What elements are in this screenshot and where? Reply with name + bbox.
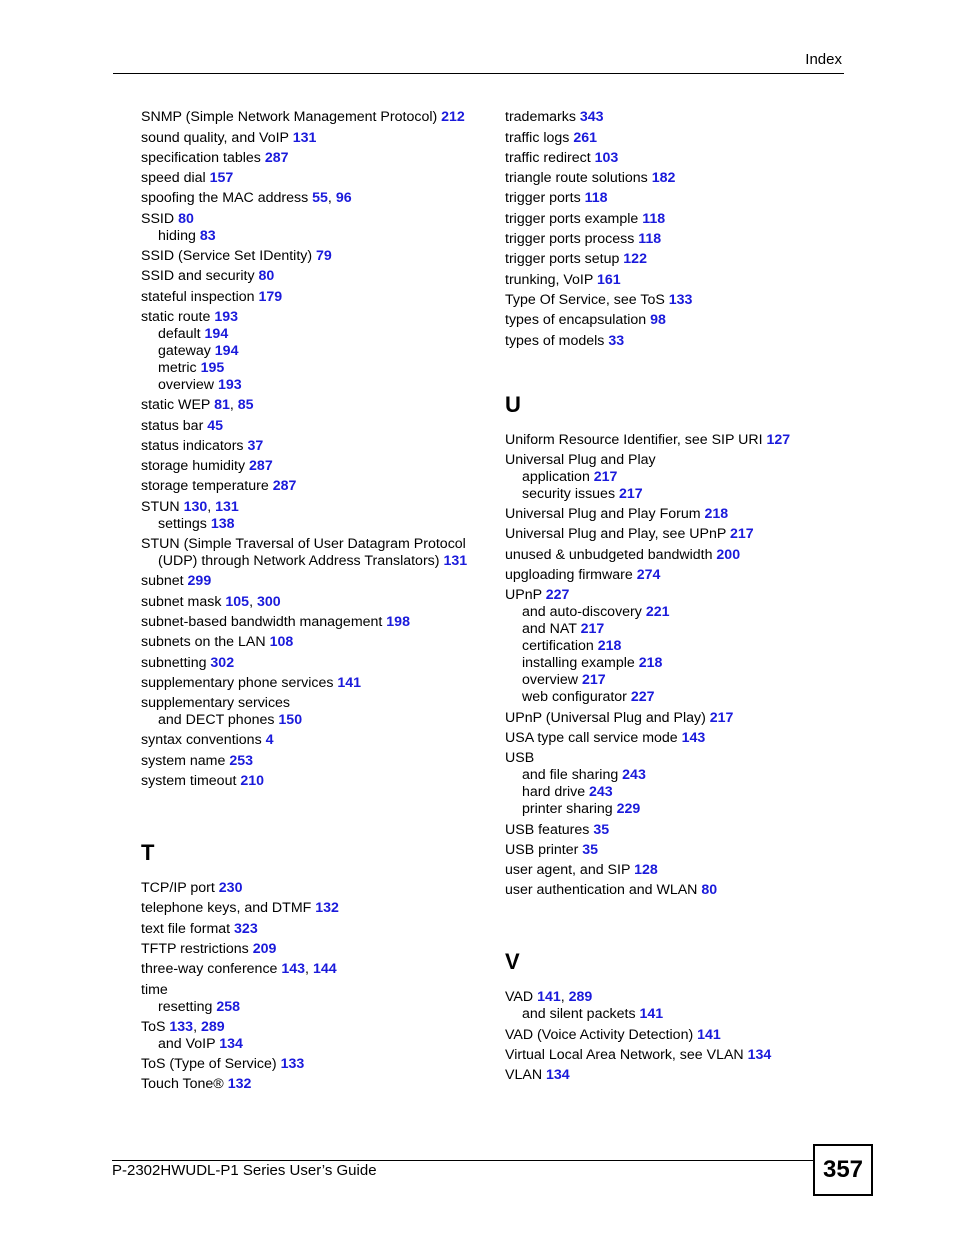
entry-term: trigger ports [505,190,585,207]
index-subentry [505,767,855,784]
index-entry [141,773,491,790]
index-entry [141,941,491,958]
page-reference-link[interactable]: 302 [210,654,235,671]
index-entry [141,1056,491,1073]
index-subentry [141,553,491,570]
entry-term: static WEP [141,397,215,414]
page-reference-link[interactable]: 133 [280,1056,305,1073]
page-reference-link[interactable]: 141 [337,674,362,691]
page-reference-link[interactable]: 212 [441,109,465,126]
index-entry [505,587,855,604]
index-entry [505,109,855,126]
index-entry [505,710,855,727]
index-subentry [141,712,491,729]
entry-term: default [158,325,205,342]
entry-term: subnets on the LAN [141,634,270,651]
entry-term: SSID (Service Set IDentity) [141,248,317,265]
page-reference-link[interactable]: 229 [616,801,641,818]
index-entry [505,526,855,543]
entry-term: and NAT [522,621,581,638]
entry-term: text file format [141,920,235,937]
page-reference-link[interactable]: 144 [312,961,337,978]
page-reference-link[interactable]: 217 [730,526,754,543]
entry-term: security issues [522,485,619,502]
index-entry [141,880,491,897]
index-entry [141,1076,491,1093]
index-entry [141,458,491,475]
entry-term: VLAN [505,1067,547,1084]
entry-term: status bar [141,417,208,434]
entry-term: upgloading firmware [505,567,637,584]
index-entry [141,614,491,631]
index-subentry [141,326,491,343]
index-entry [141,309,491,326]
page-reference-link[interactable]: 131 [292,129,317,146]
index-subentry [505,486,855,503]
page-reference-link[interactable]: 98 [650,312,666,329]
entry-term: and auto-discovery [522,604,646,621]
index-entry [505,312,855,329]
page-reference-link[interactable]: 80 [258,268,275,285]
index-subentry [505,469,855,486]
page-reference-link[interactable]: 141 [537,989,561,1006]
index-subentry [505,801,855,818]
index-entry [505,842,855,859]
footer-guide-title: P-2302HWUDL-P1 Series User’s Guide [112,1162,377,1179]
entry-term: Universal Plug and Play, see UPnP [505,526,731,543]
index-letter-heading: V [505,949,520,975]
entry-term: and file sharing [522,767,623,784]
entry-term: USB features [505,821,594,838]
index-entry [505,170,855,187]
index-letter-heading: U [505,391,521,417]
entry-term: sound quality, and VoIP [141,129,293,146]
index-subentry [141,343,491,360]
page-reference-link[interactable]: 134 [219,1035,243,1052]
entry-term: status indicators [141,437,248,454]
entry-term: UPnP (Universal Plug and Play) [505,709,710,726]
page-reference-link[interactable]: 134 [546,1067,570,1084]
page-reference-link[interactable]: 4 [265,732,274,749]
entry-term: supplementary services [141,695,291,712]
page-reference-link[interactable]: 35 [593,821,610,838]
index-entry [505,190,855,207]
page-reference-link[interactable]: 45 [207,417,224,434]
page-reference-link[interactable]: 83 [199,227,216,244]
index-entry [505,211,855,228]
index-entry: static WEP 81, 85 [141,397,254,414]
page-reference-link[interactable]: 35 [582,841,599,858]
entry-term: overview [158,376,218,393]
index-column-left [141,106,491,1093]
page-number: 357 [813,1144,873,1196]
page-reference-link[interactable]: 217 [580,621,605,638]
page-reference-link[interactable]: 141 [697,1026,721,1043]
entry-term: printer sharing [522,801,617,818]
index-entry [505,130,855,147]
index-entry [505,730,855,747]
index-entry [505,452,855,469]
index-entry [141,732,491,749]
page-reference-link[interactable]: 118 [584,190,608,207]
index-entry [505,567,855,584]
entry-term: ToS [141,1018,170,1035]
page-reference-link[interactable]: 227 [545,587,570,604]
entry-term: Type Of Service, see ToS [505,291,669,308]
entry-term: supplementary phone services [141,674,338,691]
entry-term: subnet mask [141,593,226,610]
entry-term: and DECT phones [158,712,279,729]
index-entry [141,695,491,712]
page-reference-link[interactable]: 143 [681,729,706,746]
page-reference-link[interactable]: 85 [237,397,254,414]
header-rule [113,73,844,74]
index-entry [141,150,491,167]
page-reference-link[interactable]: 55 [312,190,328,207]
page-reference-link[interactable]: 133 [169,1018,194,1035]
index-entry: ToS 133, 289 [141,1018,225,1035]
entry-term: Uniform Resource Identifier, see SIP URI [505,431,767,448]
entry-term: ToS (Type of Service) [141,1056,281,1073]
index-entry [505,333,855,350]
page-reference-link[interactable]: 258 [216,998,241,1015]
page-reference-link[interactable]: 150 [278,712,303,729]
page-reference-link[interactable]: 79 [316,248,332,265]
page-reference-link[interactable]: 218 [704,506,729,523]
entry-term: time [141,981,168,998]
page-reference-link[interactable]: 103 [594,149,619,166]
index-entry [141,130,491,147]
page-reference-link[interactable]: 80 [178,210,194,227]
index-entry [141,675,491,692]
entry-term: static route [141,308,215,325]
page-reference-link[interactable]: 132 [315,900,339,917]
page-reference-link[interactable]: 157 [209,170,234,187]
index-entry [505,882,855,899]
page-reference-link[interactable]: 127 [766,431,791,448]
footer-rule [112,1160,814,1161]
entry-term: SSID [141,210,179,227]
entry-term: trigger ports setup [505,251,624,268]
page-reference-link[interactable]: 179 [258,288,283,305]
page-reference-link[interactable]: 37 [247,437,264,454]
index-entry [505,272,855,289]
entry-term: (UDP) through Network Address Translators) [158,553,444,570]
entry-term: VAD (Voice Activity Detection) [505,1026,698,1043]
page-reference-link[interactable]: 227 [630,689,655,706]
page-reference-link[interactable]: 253 [229,752,253,769]
entry-term: gateway [158,342,215,359]
index-subentry [141,228,491,245]
entry-term: and VoIP [158,1035,220,1052]
page-reference-link[interactable]: 261 [573,129,598,146]
entry-term: spoofing the MAC address [141,190,313,207]
index-subentry [505,621,855,638]
entry-term: SSID and security [141,268,259,285]
entry-term: settings [158,515,211,532]
index-entry [505,1067,855,1084]
page-reference-link[interactable]: 130 [183,498,208,515]
index-entry [505,750,855,767]
index-entry: STUN 130, 131 [141,498,239,515]
page-reference-link[interactable]: 289 [568,989,593,1006]
entry-term: triangle route solutions [505,170,652,187]
index-subentry [505,655,855,672]
page-reference-link[interactable]: 287 [249,458,273,475]
page-reference-link[interactable]: 243 [622,767,646,784]
page-reference-link[interactable]: 33 [608,332,625,349]
page-reference-link[interactable]: 143 [281,961,306,978]
entry-term: Virtual Local Area Network, see VLAN [505,1047,748,1064]
entry-term: trigger ports process [505,231,639,248]
entry-term: types of models [505,332,609,349]
entry-term: system name [141,752,230,769]
entry-term: subnet [141,573,188,590]
index-subentry [141,999,491,1016]
entry-term: application [522,468,594,485]
index-subentry [141,1036,491,1053]
entry-term: types of encapsulation [505,312,651,329]
entry-term: hard drive [522,784,590,801]
page-reference-link[interactable]: 132 [227,1076,252,1093]
entry-term: and silent packets [522,1006,640,1023]
index-entry [505,822,855,839]
running-header: Index [805,51,842,68]
page-reference-link[interactable]: 141 [639,1006,664,1023]
page-reference-link[interactable]: 287 [264,149,289,166]
index-entry [141,982,491,999]
entry-term: subnetting [141,654,211,671]
index-entry [141,921,491,938]
index-entry [141,536,491,553]
page-reference-link[interactable]: 323 [234,920,258,937]
entry-term: overview [522,672,582,689]
page-reference-link[interactable]: 105 [225,593,250,610]
index-entry [141,753,491,770]
page-reference-link[interactable]: 161 [597,271,621,288]
index-subentry [505,672,855,689]
page-reference-link[interactable]: 80 [701,882,718,899]
index-entry [141,170,491,187]
entry-term: UPnP [505,587,546,604]
index-entry: three-way conference 143, 144 [141,961,337,978]
index-entry: VAD 141, 289 [505,989,593,1006]
entry-term: speed dial [141,170,210,187]
entry-term: USB [505,750,535,767]
index-entry [141,248,491,265]
entry-term: Universal Plug and Play [505,451,656,468]
entry-term: web configurator [522,689,631,706]
entry-term: Universal Plug and Play Forum [505,506,705,523]
index-entry [141,268,491,285]
entry-term: specification tables [141,149,265,166]
page-reference-link[interactable]: 274 [636,567,661,584]
entry-term: storage humidity [141,458,250,475]
entry-term: TCP/IP port [141,880,219,897]
page-reference-link[interactable]: 210 [240,773,265,790]
entry-term: TFTP restrictions [141,940,253,957]
index-entry [505,1027,855,1044]
page-reference-link[interactable]: 128 [634,862,658,879]
page-reference-link[interactable]: 289 [200,1018,225,1035]
page-reference-link[interactable]: 218 [638,655,663,672]
entry-term: USB printer [505,841,583,858]
index-entry [505,231,855,248]
page-reference-link[interactable]: 300 [256,593,281,610]
entry-term: stateful inspection [141,288,259,305]
page-reference-link[interactable]: 133 [668,291,693,308]
index-entry [505,862,855,879]
index-entry [505,506,855,523]
entry-term: traffic redirect [505,149,595,166]
page-reference-link[interactable]: 134 [747,1047,772,1064]
index-subentry [141,516,491,533]
page-reference-link[interactable]: 217 [593,468,618,485]
page-reference-link[interactable]: 118 [642,210,666,227]
page-reference-link[interactable]: 217 [618,485,643,502]
index-subentry [505,604,855,621]
page-reference-link[interactable]: 81 [214,397,230,414]
index-subentry [141,360,491,377]
index-entry [141,438,491,455]
entry-term: installing example [522,655,639,672]
index-letter-heading: T [141,840,155,866]
entry-term: subnet-based bandwidth management [141,613,387,630]
page-reference-link[interactable]: 118 [638,231,662,248]
index-entry [141,289,491,306]
entry-term: system timeout [141,773,241,790]
entry-term: VAD [505,989,538,1006]
entry-term: STUN [141,498,184,515]
page-reference-link[interactable]: 221 [645,604,670,621]
index-entry [141,634,491,651]
entry-term: user authentication and WLAN [505,882,702,899]
entry-term: syntax conventions [141,732,266,749]
index-subentry [505,638,855,655]
index-subentry [505,1006,855,1023]
entry-term: trademarks [505,109,580,126]
page-reference-link[interactable]: 193 [214,308,239,325]
entry-term: user agent, and SIP [505,862,635,879]
entry-term: unused & unbudgeted bandwidth [505,546,717,563]
index-entry [505,1047,855,1064]
index-entry [505,251,855,268]
page-reference-link[interactable]: 198 [386,613,410,630]
page-reference-link[interactable]: 195 [200,359,225,376]
entry-term: certification [522,638,598,655]
page-reference-link[interactable]: 230 [218,880,243,897]
entry-term: STUN (Simple Traversal of User Datagram Protocol [141,536,466,553]
page-reference-link[interactable]: 343 [579,109,604,126]
index-entry [141,900,491,917]
entry-term: Touch Tone® [141,1076,228,1093]
page-reference-link[interactable]: 243 [589,784,613,801]
index-entry [141,211,491,228]
entry-term: SNMP (Simple Network Management Protocol) [141,109,442,126]
page-reference-link[interactable]: 200 [716,546,741,563]
index-column-right [505,106,855,1084]
index-entry [505,292,855,309]
page-reference-link[interactable]: 194 [214,342,239,359]
page-reference-link[interactable]: 131 [443,553,468,570]
entry-term: storage temperature [141,478,273,495]
page-reference-link[interactable]: 217 [581,672,606,689]
entry-term: trigger ports example [505,210,643,227]
index-subentry [505,784,855,801]
page-reference-link[interactable]: 131 [215,498,239,515]
entry-term: trunking, VoIP [505,271,598,288]
entry-term: hiding [158,227,200,244]
page-reference-link[interactable]: 299 [187,573,212,590]
index-entry [505,150,855,167]
page-reference-link[interactable]: 108 [269,634,294,651]
page-reference-link[interactable]: 217 [709,709,734,726]
index-entry [505,547,855,564]
page-reference-link[interactable]: 194 [204,325,229,342]
page-reference-link[interactable]: 209 [252,940,277,957]
index-entry [505,432,855,449]
index-entry: spoofing the MAC address 55, 96 [141,190,352,207]
entry-term: resetting [158,998,217,1015]
page-reference-link[interactable]: 193 [217,376,242,393]
index-entry [141,418,491,435]
page-reference-link[interactable]: 96 [335,190,352,207]
entry-term: traffic logs [505,129,574,146]
index-subentry [505,689,855,706]
page-reference-link[interactable]: 287 [272,478,297,495]
index-entry [141,655,491,672]
entry-term: three-way conference [141,961,282,978]
entry-term: USA type call service mode [505,729,682,746]
page-reference-link[interactable]: 218 [597,638,622,655]
page-reference-link[interactable]: 122 [623,251,647,268]
page-reference-link[interactable]: 138 [210,515,235,532]
index-entry [141,573,491,590]
index-subentry [141,377,491,394]
index-entry [141,109,491,126]
entry-term: telephone keys, and DTMF [141,900,316,917]
page-reference-link[interactable]: 182 [651,170,676,187]
entry-term: metric [158,359,201,376]
index-entry: subnet mask 105, 300 [141,593,281,610]
index-entry [141,478,491,495]
